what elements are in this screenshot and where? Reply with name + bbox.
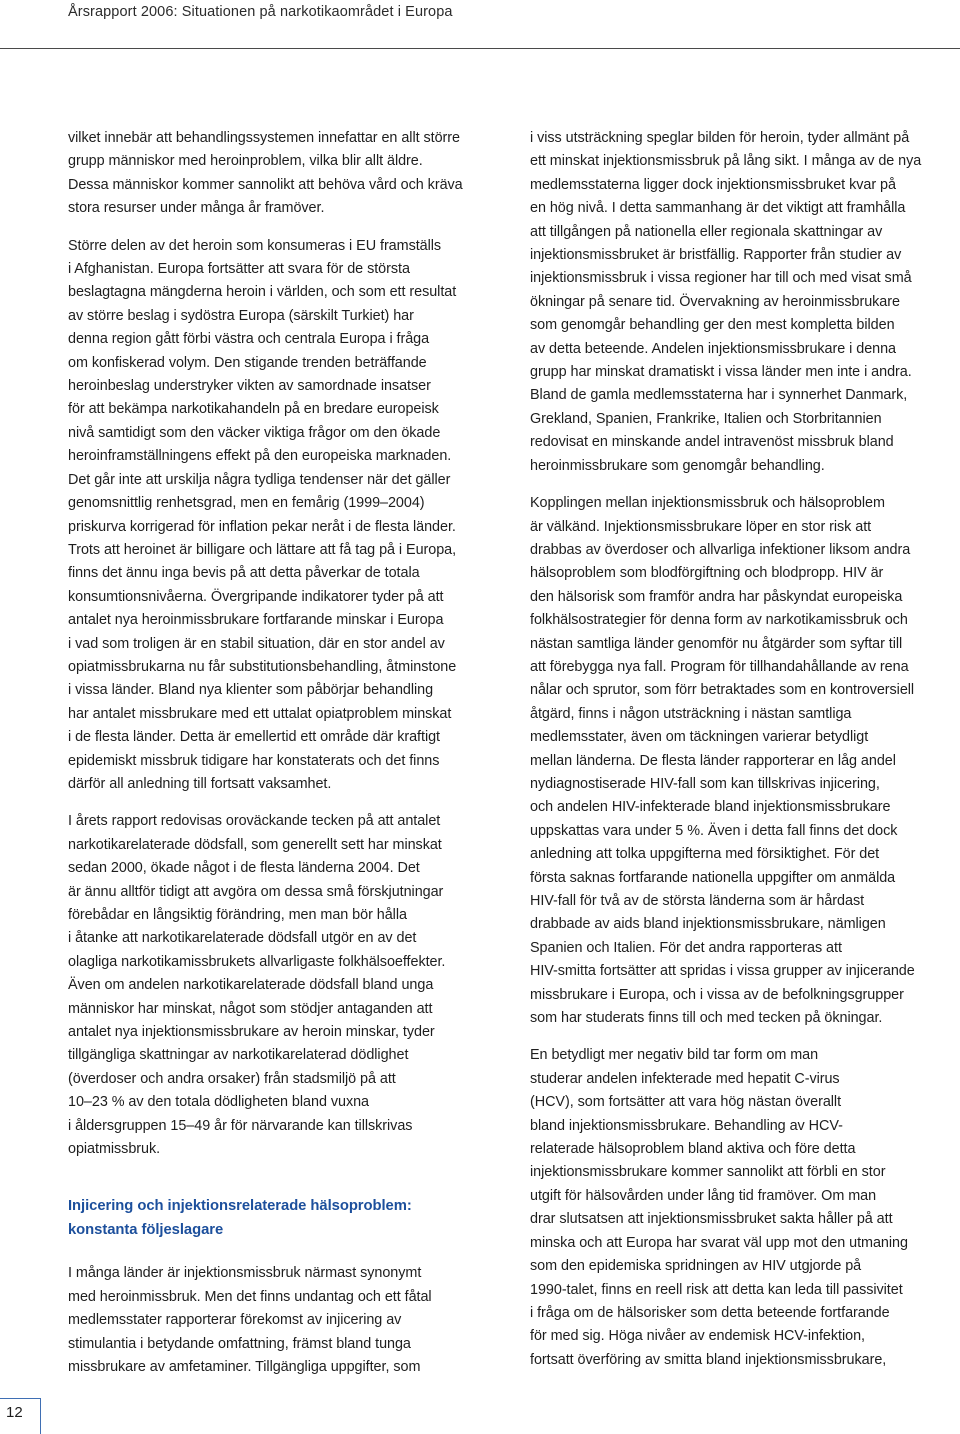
section-heading bbox=[68, 1195, 480, 1242]
text-line: i viss utsträckning speglar bilden för heroin, tyder allmänt på bbox=[530, 130, 910, 146]
text-line: Bland de gamla medlemsstaterna har i synnerhet Danmark, bbox=[530, 387, 908, 404]
text-line: medlemsstater, även om täckningen varierar betydligt bbox=[530, 729, 869, 746]
text-line: finns det ännu inga bevis på att detta påverkar de totala bbox=[68, 565, 420, 582]
body-paragraph bbox=[68, 810, 480, 1161]
text-line: sedan 2000, ökade något i de flesta länderna 2004. Det bbox=[68, 860, 420, 877]
text-line: Injicering och injektionsrelaterade hälsoproblem: bbox=[68, 1198, 412, 1215]
text-line: att förebygga nya fall. Program för tillhandahållande av rena bbox=[530, 658, 909, 675]
text-line: konstanta följeslagare bbox=[68, 1221, 224, 1238]
text-line: genomsnittlig renhetsgrad, men en femårig (1999–2004) bbox=[68, 495, 425, 512]
text-line: medlemsstaterna ligger dock injektionsmissbruket kvar på bbox=[530, 176, 896, 193]
text-line: som har studerats finns till och med tecken på ökningar. bbox=[530, 1010, 883, 1027]
text-line: relaterade hälsoproblem bland aktiva och före detta bbox=[530, 1141, 856, 1158]
text-line: injektionsmissbruk i vissa regioner har till och med visat små bbox=[530, 270, 912, 287]
text-line: Spanien och Italien. För det andra rapporteras att bbox=[530, 939, 842, 956]
text-line: Även om andelen narkotikarelaterade dödsfall bland unga bbox=[68, 977, 434, 994]
text-line: är ännu alltför tidigt att avgöra om dessa små förskjutningar bbox=[68, 883, 444, 900]
text-line: (överdoser och andra orsaker) från stadsmiljö på att bbox=[68, 1070, 396, 1087]
text-line: beslagtagna mängderna heroin i världen, och som ett resultat bbox=[68, 284, 457, 301]
text-line: heroinframställningens effekt på den europeiska marknaden. bbox=[68, 448, 452, 465]
text-line: stora resurser under många år framöver. bbox=[68, 200, 325, 217]
text-line: och andelen HIV-infekterade bland injektionsmissbrukare bbox=[530, 799, 891, 816]
text-line: för med sig. Höga nivåer av endemisk HCV-infektion, bbox=[530, 1328, 865, 1345]
text-line: mellan länderna. De flesta länder rapporterar en låg andel bbox=[530, 752, 896, 769]
text-line: i fråga om de hälsorisker som detta beteende fortfarande bbox=[530, 1304, 890, 1321]
text-line: den hälsorisk som framför andra har påskyndat europeiska bbox=[530, 588, 903, 605]
text-line: Dessa människor kommer sannolikt att behöva vård och kräva bbox=[68, 176, 463, 193]
text-line: heroinmissbrukare som genomgår behandling. bbox=[530, 457, 825, 474]
body-paragraph bbox=[530, 1044, 958, 1372]
text-line: anledning att tolka uppgifterna med försiktighet. För det bbox=[530, 846, 880, 863]
text-line: nästan samtliga länder genomför nu åtgärder som syftar till bbox=[530, 635, 903, 652]
body-paragraph bbox=[68, 235, 480, 797]
text-line: har antalet missbrukare med ett uttalat opiatproblem minskat bbox=[68, 705, 452, 722]
text-line: i vad som troligen är en stabil situation, där en stor andel av bbox=[68, 635, 445, 652]
left-column bbox=[68, 127, 480, 1393]
text-line: konsumtionsnivåerna. Övergripande indikatorer tyder på att bbox=[68, 588, 444, 605]
text-line: opiatmissbrukarna nu får substitutionsbehandling, åtminstone bbox=[68, 658, 457, 675]
text-line: förebådar en långsiktig förändring, men man bör hålla bbox=[68, 907, 407, 923]
text-line: i Afghanistan. Europa fortsätter att svara för de största bbox=[68, 261, 410, 278]
header-rule bbox=[0, 48, 960, 49]
text-line: denna region gått förbi västra och centrala Europa i fråga bbox=[68, 331, 430, 348]
text-line: Grekland, Spanien, Frankrike, Italien och Storbritannien bbox=[530, 410, 882, 427]
text-line: av större beslag i sydöstra Europa (särskilt Turkiet) har bbox=[68, 307, 414, 324]
text-line: därför all anledning till fortsatt vaksamhet. bbox=[68, 775, 332, 792]
text-line: missbrukare i Europa, och i vissa av de befolkningsgrupper bbox=[530, 986, 904, 1003]
text-line: studerar andelen infekterade med hepatit C-virus bbox=[530, 1070, 840, 1087]
text-line: 1990-talet, finns en reell risk att detta kan leda till passivitet bbox=[530, 1281, 903, 1298]
text-line: antalet nya injektionsmissbrukare av heroin minskar, tyder bbox=[68, 1024, 435, 1041]
body-paragraph bbox=[530, 492, 958, 1030]
text-line: En betydligt mer negativ bild tar form om man bbox=[530, 1047, 819, 1064]
text-line: minska och att Europa har svarat väl upp mot den utmaning bbox=[530, 1234, 908, 1251]
text-line: heroinbeslag understryker vikten av samordnade insatser bbox=[68, 378, 431, 395]
text-line: 10–23 % av den totala dödligheten bland vuxna bbox=[68, 1094, 369, 1111]
text-line: opiatmissbruk. bbox=[68, 1141, 161, 1158]
body-paragraph bbox=[530, 127, 958, 478]
text-line: drabbade av aids bland injektionsmissbrukare, nämligen bbox=[530, 916, 886, 933]
text-line: av detta beteende. Andelen injektionsmissbrukare i denna bbox=[530, 340, 897, 357]
text-line: I många länder är injektionsmissbruk närmast synonymt bbox=[68, 1265, 422, 1282]
body-paragraph bbox=[68, 127, 480, 221]
text-line: tillgängliga skattningar av narkotikarelaterad dödlighet bbox=[68, 1047, 409, 1064]
text-line: Kopplingen mellan injektionsmissbruk och hälsoproblem bbox=[530, 495, 885, 512]
text-line: narkotikarelaterade dödsfall, som generellt sett har minskat bbox=[68, 836, 442, 853]
text-line: nivå samtidigt som den väcker viktiga frågor om den ökade bbox=[68, 424, 441, 441]
text-line: nålar och sprutor, som förr betraktades som en kontroversiell bbox=[530, 682, 915, 699]
text-line: HIV-fall för två av de största länderna som är hårdast bbox=[530, 893, 865, 909]
running-header: Årsrapport 2006: Situationen på narkotikaområdet i Europa bbox=[68, 4, 453, 20]
text-line: om konfiskerad volym. Den stigande trenden beträffande bbox=[68, 354, 427, 371]
text-line: som genomgår behandling ger den mest kompletta bilden bbox=[530, 317, 895, 334]
text-line: fortsatt överföring av smitta bland injektionsmissbrukare, bbox=[530, 1351, 887, 1368]
text-line: att tillgången på nationella eller regionala skattningar av bbox=[530, 223, 883, 240]
text-line: I årets rapport redovisas oroväckande tecken på att antalet bbox=[68, 813, 441, 830]
text-line: priskurva korrigerad för inflation pekar neråt i de flesta länder. bbox=[68, 518, 456, 535]
text-line: i åtanke att narkotikarelaterade dödsfall utgör en av det bbox=[68, 930, 417, 947]
text-line: missbrukare av amfetaminer. Tillgängliga uppgifter, som bbox=[68, 1358, 421, 1375]
text-line: ökningar på senare tid. Övervakning av heroinmissbrukare bbox=[530, 293, 900, 310]
text-line: olagliga narkotikamissbrukets allvarligaste folkhälsoeffekter. bbox=[68, 953, 446, 970]
text-line: Trots att heroinet är billigare och lättare att få tag på i Europa, bbox=[68, 541, 457, 558]
text-line: grupp människor med heroinproblem, vilka blir allt äldre. bbox=[68, 153, 423, 170]
text-line: i vissa länder. Bland nya klienter som påbörjar behandling bbox=[68, 682, 434, 699]
text-line: injektionsmissbruket är bristfällig. Rapporter från studier av bbox=[530, 247, 902, 264]
text-line: (HCV), som fortsätter att vara hög nästan överallt bbox=[530, 1094, 842, 1111]
text-line: vilket innebär att behandlingssystemen innefattar en allt större bbox=[68, 130, 460, 146]
text-line: medlemsstater rapporterar förekomst av injicering av bbox=[68, 1312, 402, 1329]
text-line: antalet nya heroinmissbrukare fortfarande minskar i Europa bbox=[68, 612, 444, 629]
text-line: bland injektionsmissbrukare. Behandling av HCV- bbox=[530, 1117, 843, 1134]
text-line: epidemiskt missbruk tidigare har konstaterats och det finns bbox=[68, 752, 440, 769]
text-line: som den epidemiska spridningen av HIV utgjorde på bbox=[530, 1258, 862, 1275]
text-line: HIV-smitta fortsätter att spridas i vissa grupper av injicerande bbox=[530, 963, 915, 980]
text-line: grupp har minskat dramatiskt i vissa länder men inte i andra. bbox=[530, 364, 912, 381]
right-column bbox=[530, 127, 958, 1386]
text-line: en hög nivå. I detta sammanhang är det viktigt att framhålla bbox=[530, 200, 906, 217]
text-line: åtgärd, finns i någon utsträckning i nästan samtliga bbox=[530, 705, 852, 722]
text-line: utgift för hälsovården under lång tid framöver. Om man bbox=[530, 1187, 877, 1204]
text-line: är välkänd. Injektionsmissbrukare löper en stor risk att bbox=[530, 518, 872, 535]
text-line: i åldersgruppen 15–49 år för närvarande kan tillskrivas bbox=[68, 1117, 413, 1134]
text-line: med heroinmissbruk. Men det finns undantag och ett fåtal bbox=[68, 1288, 432, 1305]
text-line: nydiagnostiserade HIV-fall som kan tillskrivas injicering, bbox=[530, 775, 880, 792]
text-line: stimulantia i betydande omfattning, främst bland tunga bbox=[68, 1335, 411, 1352]
text-line: för att bekämpa narkotikahandeln på en bredare europeisk bbox=[68, 401, 439, 418]
text-line: drar slutsatsen att injektionsmissbruket sakta håller på att bbox=[530, 1211, 893, 1228]
body-paragraph bbox=[68, 1262, 480, 1379]
text-line: Det går inte att urskilja några tydliga tendenser när det gäller bbox=[68, 471, 451, 488]
text-line: Större delen av det heroin som konsumeras i EU framställs bbox=[68, 237, 442, 254]
text-line: hälsoproblem som blodförgiftning och blodpropp. HIV är bbox=[530, 565, 884, 582]
text-line: redovisat en minskande andel intravenöst missbruk bland bbox=[530, 434, 894, 451]
page-number: 12 bbox=[6, 1404, 23, 1421]
text-line: uppskattas vara under 5 %. Även i detta fall finns det dock bbox=[530, 822, 898, 839]
text-line: folkhälsostrategier för denna form av narkotikamissbruk och bbox=[530, 612, 908, 629]
text-line: ett minskat injektionsmissbruk på lång sikt. I många av de nya bbox=[530, 153, 922, 170]
text-line: första saknas fortfarande nationella uppgifter om anmälda bbox=[530, 869, 896, 886]
text-line: människor har minskat, något som stödjer antaganden att bbox=[68, 1000, 433, 1017]
text-line: drabbas av överdoser och allvarliga infektioner liksom andra bbox=[530, 541, 911, 558]
text-line: i de flesta länder. Detta är emellertid ett område där kraftigt bbox=[68, 729, 440, 746]
text-line: injektionsmissbrukare kommer sannolikt att förbli en stor bbox=[530, 1164, 886, 1181]
